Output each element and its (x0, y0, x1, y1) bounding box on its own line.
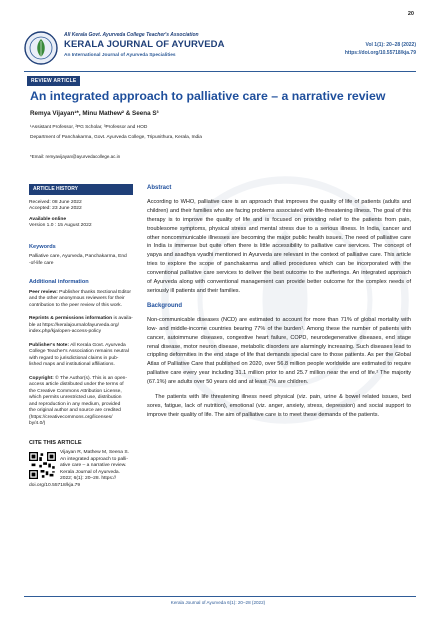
citation-text: 2022; 6(1): 20–28. https:// (60, 476, 117, 481)
copyright-label: Copyright: (29, 375, 54, 381)
keywords-line: Palliative care, Ayurveda, Panchakarma, End (29, 254, 127, 259)
peer-review-text: Publisher thanks Sectional Editor (57, 289, 131, 295)
copyright-text: © The Author(s). This is an open- (53, 375, 128, 381)
keywords-heading: Keywords (29, 243, 56, 250)
qr-code-icon[interactable] (29, 452, 56, 479)
copyright-text: and reproduction in any medium, provided (29, 401, 121, 407)
received-date: Received: 08 June 2022 (29, 199, 82, 205)
citation-text: ative care – a narrative review. (60, 463, 127, 468)
volume-info: Vol 1(1): 20–28 (2022) (365, 42, 416, 48)
corresponding-email[interactable]: *Email: remyavijayan@ayurvedacollege.ac.in (30, 154, 121, 159)
doi-link[interactable]: https://doi.org/10.55718/kja.79 (344, 50, 416, 56)
article-sidebar (29, 184, 133, 496)
background-paragraph: The patients with life threatening illness need physical (viz. pain, urine & bowel related issues, bed sores, fatigue, lack of nutrition), emotional (viz. anger, anxiety, stress, depression) and social support to improve their quality of life. The aim of palliative care is to meet these demands of the patients. (147, 394, 411, 418)
page-footer: Kerala Journal of Ayurveda 6(1): 20–28 (2022) (170, 600, 266, 605)
additional-info-heading: Additional information (29, 279, 89, 285)
department: Department of Panchakarma, Govt. Ayurveda College, Tripunithura, Kerala, India (30, 135, 202, 140)
background-heading: Background (147, 302, 183, 309)
license-link[interactable]: (https://creativecommons.org/licenses/ (29, 414, 113, 420)
reprints-link[interactable]: index.php/kja/open-access-policy (29, 329, 102, 334)
citation-text: An integrated approach to palli- (60, 456, 128, 462)
accepted-date: Accepted: 23 June 2022 (29, 206, 82, 211)
article-history-heading: ARTICLE HISTORY (29, 184, 133, 195)
available-online: Available online (29, 216, 67, 222)
page-number: 20 (407, 11, 414, 17)
peer-review-text: contribution to the peer review of this work. (29, 302, 122, 308)
article-title: An integrated approach to palliative care – a narrative review (30, 89, 386, 103)
journal-subtitle: An International Journal of Ayurveda Specialities (64, 53, 176, 58)
publisher-note-text: All Kerala Govt. Ayurveda (69, 342, 126, 348)
footer-divider (24, 596, 416, 597)
peer-review-label: Peer review: (29, 289, 58, 295)
journal-logo-icon (24, 31, 58, 65)
citation-text: Vijayan R, Mathew M, Seena S. (60, 450, 129, 455)
header-divider (24, 71, 416, 72)
copyright-text: access article distributed under the terms of (29, 382, 124, 387)
article-body (147, 184, 411, 426)
publisher-note-text: College Teacher's Association remains neutral (29, 349, 129, 354)
journal-masthead (24, 31, 416, 69)
publisher-note-text: lished maps and institutional affiliations. (29, 362, 115, 367)
publisher-note-label: Publisher's Note: (29, 342, 70, 348)
peer-review-text: and the other anonymous reviewers for their (29, 296, 125, 301)
reprints-link[interactable]: ble at https://keralajournalofayurveda.org/ (29, 322, 119, 328)
article-type-badge: REVIEW ARTICLE (27, 76, 80, 86)
version-date: Version 1.0 : 15 August 2022 (29, 223, 92, 228)
reprints-text: is availa- (112, 316, 133, 321)
publisher-note-text: with regard to jurisdictional claims in pub- (29, 355, 119, 361)
copyright-text: the Creative Commons Attribution License, (29, 388, 122, 394)
keywords-line: -of-life care (29, 260, 54, 266)
abstract-heading: Abstract (147, 185, 172, 191)
journal-name: KERALA JOURNAL OF AYURVEDA (64, 39, 225, 50)
cite-heading: CITE THIS ARTICLE (29, 439, 82, 446)
reprints-label: Reprints & permissions information (29, 316, 113, 321)
association-name: All Kerala Govt. Ayurveda College Teacher's Association (64, 32, 199, 38)
copyright-text: which permits unrestricted use, distribution (29, 395, 122, 400)
background-paragraph: Non-communicable diseases (NCD) are estimated to account for more than 71% of global mortality with low- and middle-income countries bearing 77% of the burden¹. Among these the number of patients with cancer, autoimmune diseases, congestive heart failure, COPD, neurodegenerative diseases, end stage renal disease, motor neuron disease, metabolic disorders are alarmingly increasing. Such diseases lead to crippling deformities in the end stage of life that demands special care to those patients. As per the Global Atlas of Palliative Care that published on 2020, over 56.8 million people worldwide are estimated to require palliative care every year including 31.1 million prior to and 25.7 million near the end of life.² The majority (67.1%) are adults over 50 years old and at least 7% are children. (147, 316, 411, 386)
license-link[interactable]: by/4.0/) (29, 421, 46, 426)
citation-doi-link[interactable]: doi.org/10.55718/kja.79 (29, 482, 81, 488)
copyright-text: the original author and source are credited (29, 408, 121, 413)
author-list: Remya Vijayan¹*, Minu Mathew² & Seena S³ (30, 110, 159, 117)
affiliation: ¹Assistant Professor, ²PG Scholar, ³Professor and HOD (30, 125, 148, 130)
abstract-paragraph: According to WHO, palliative care is an approach that improves the quality of life of patients (adults and children) and their families who are facing problems associated with life-threatening illness. The goal of this therapy is to improve the quality of life and is focused on providing relief to the patients from pain, troublesome symptoms, physical stress and mental stress due to a serious illness. In India, cancer and other noncommunicable illnesses are becoming the major public health issues. The need of palliative care in India is immense but quite often there is little accessibility to palliative care services. The concept of yapya and asadhya vyadhi mentioned in Ayurveda are relevant in the context of palliative care. This article tries to explore the scope of panchakarma and allied procedures which can be incorporated with the conventional palliative care services to deliver the best outcome to the sufferings. An integrated approach of Ayurveda along with conventional management can provide better outcome for the complex needs of seriously ill patients and their families. (147, 198, 411, 294)
citation-text: Kerala Journal of Ayurveda. (60, 469, 120, 475)
